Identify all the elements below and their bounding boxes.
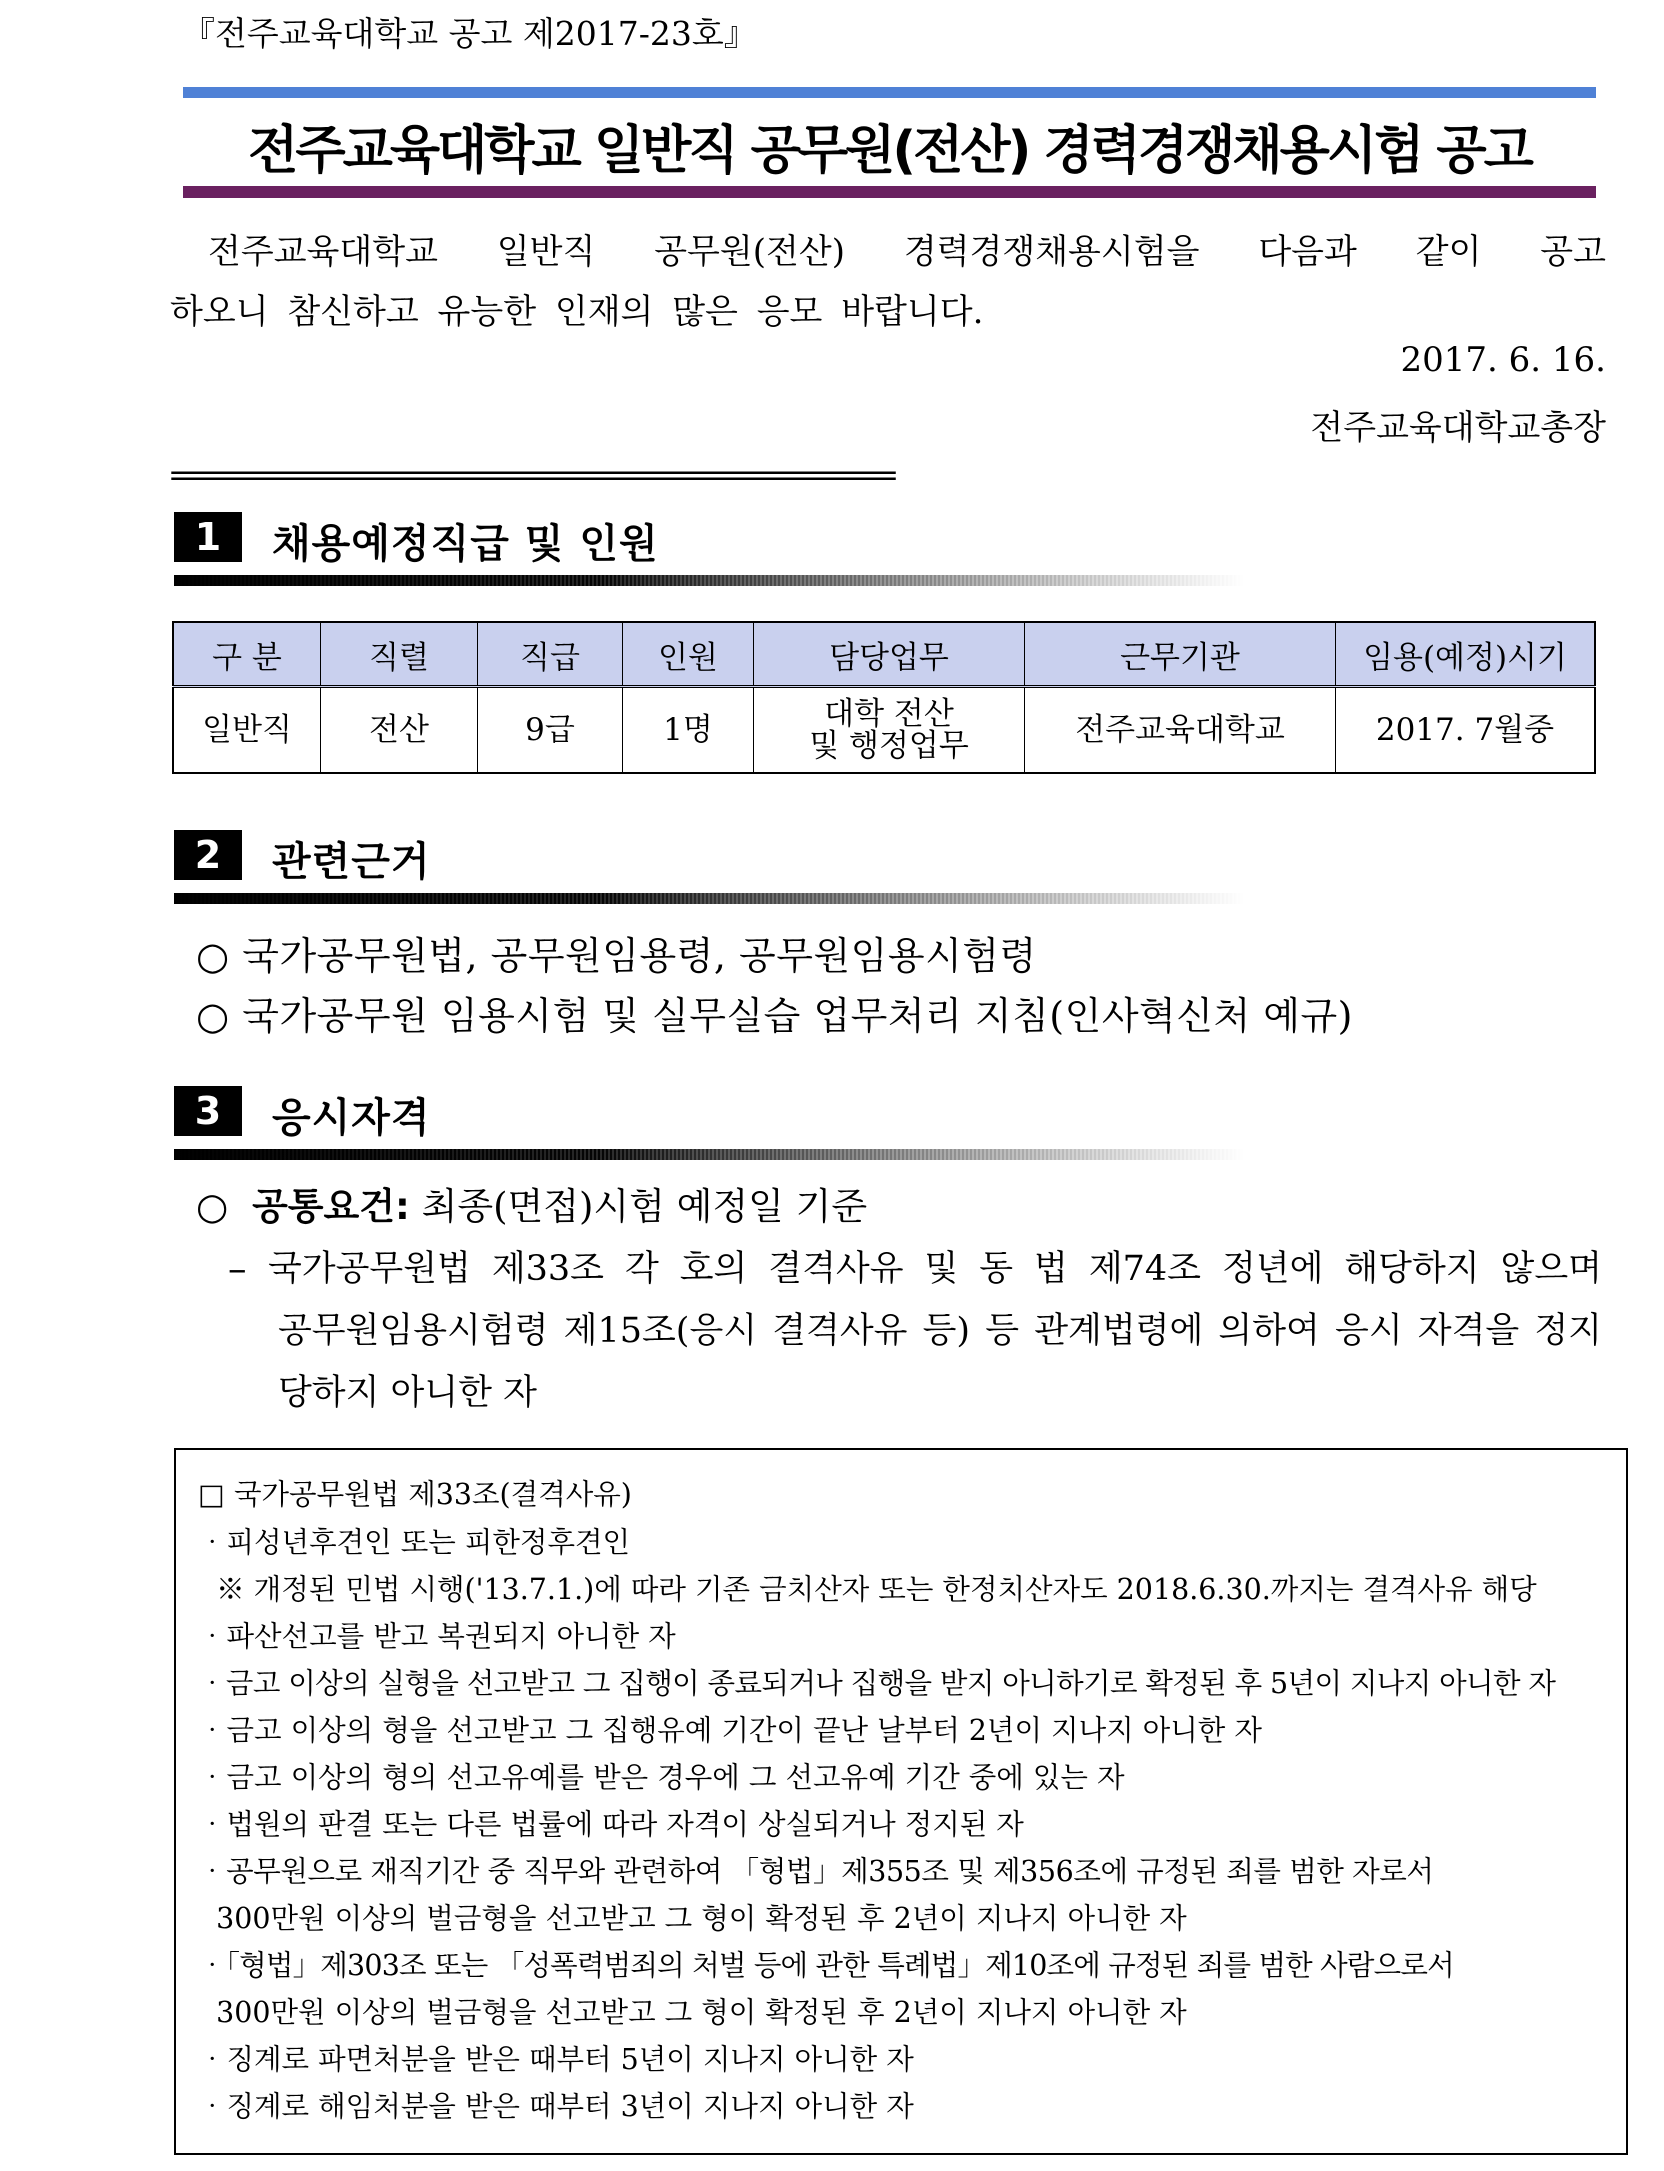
section-3-title: 응시자격 [272,1095,431,1141]
requirement-detail-line-1: 국가공무원법 제33조 각 호의 결격사유 및 동 법 제74조 정년에 해당하지 않으며 [268,1249,1602,1289]
box-line: ‧「형법」제303조 또는 「성폭력범죄의 처벌 등에 관한 특례법」제10조에 규정된 죄를 범한 사람으로서 [198,1949,1454,1982]
table-header: 임용(예정)시기 [1336,622,1596,687]
intro-paragraph [170,222,1606,342]
box-line: ‧징계로 파면처분을 받은 때부터 5년이 지나지 아니한 자 [198,2043,914,2076]
title-top-bar [183,87,1596,98]
section-3-number: 3 [174,1086,242,1136]
box-line: ‧금고 이상의 형의 선고유예를 받은 경우에 그 선고유예 기간 중에 있는 자 [198,1761,1125,1794]
table-cell: 전산 [321,687,478,774]
table-row [173,687,1595,774]
requirement-dash: – [228,1247,247,1290]
table-cell: 2017. 7월중 [1336,687,1596,774]
table-header-row [173,622,1595,687]
section-1-title: 채용예정직급 및 인원 [272,521,659,567]
box-line: ‧금고 이상의 형을 선고받고 그 집행유예 기간이 끝난 날부터 2년이 지나지 아니한 자 [198,1714,1262,1747]
requirement-detail-line-2: 공무원임용시험령 제15조(응시 결격사유 등) 등 관계법령에 의하여 응시 자격을 정지 [278,1311,1602,1351]
hiring-table [172,621,1596,774]
table-cell: 일반직 [202,712,292,748]
box-line: 300만원 이상의 벌금형을 선고받고 그 형이 확정된 후 2년이 지나지 아니한 자 [198,1996,1187,2029]
table-cell: 전주교육대학교 [1025,687,1336,774]
title-bottom-bar [183,186,1596,198]
common-requirement [196,1176,867,1238]
section-2-number: 2 [174,830,242,880]
page-title: 전주교육대학교 일반직 공무원(전산) 경력경쟁채용시험 공고 [248,121,1531,181]
requirement-bullet: ○ [196,1185,229,1228]
section-3-underline [174,1149,1244,1160]
box-line: ※ 개정된 민법 시행('13.7.1.)에 따라 기존 금치산자 또는 한정치산자도 2018.6.30.까지는 결격사유 해당 [198,1573,1537,1606]
requirement-detail-line-3: 당하지 아니한 자 [278,1373,537,1413]
notice-date: 2017. 6. 16. [1400,340,1606,380]
table-header: 근무기관 [1025,622,1336,687]
box-line: ‧피성년후견인 또는 피한정후견인 [198,1526,631,1559]
intro-line-1: 전주교육대학교 일반직 공무원(전산) 경력경쟁채용시험을 다음과 같이 공고 [208,232,1606,272]
box-line: ‧금고 이상의 실형을 선고받고 그 집행이 종료되거나 집행을 받지 아니하기로 확정된 후 5년이 지나지 아니한 자 [198,1667,1556,1700]
intro-line-2: 하오니 참신하고 유능한 인재의 많은 응모 바랍니다. [170,292,984,332]
basis-item: ○ 국가공무원법, 공무원임용령, 공무원임용시험령 [196,934,1037,978]
basis-item: ○ 국가공무원 임용시험 및 실무실습 업무처리 지침(인사혁신처 예규) [196,994,1353,1038]
table-header: 구 분 [173,622,321,687]
issuer: 전주교육대학교총장 [1310,408,1606,448]
table-cell: 대학 전산 및 행정업무 [754,687,1025,774]
table-cell: 1명 [623,687,754,774]
section-1-number: 1 [174,512,242,562]
disqualification-box [174,1448,1628,2155]
table-header: 인원 [623,622,754,687]
table-header: 직급 [478,622,623,687]
section-1-underline [174,575,1244,586]
box-line: ‧법원의 판결 또는 다른 법률에 따라 자격이 상실되거나 정지된 자 [198,1808,1024,1841]
requirement-text: 최종(면접)시험 예정일 기준 [409,1185,868,1228]
separator-rule: ========================================================= [170,458,892,493]
box-line: ‧파산선고를 받고 복권되지 아니한 자 [198,1620,676,1653]
requirement-label: 공통요건: [252,1185,410,1228]
box-line: 300만원 이상의 벌금형을 선고받고 그 형이 확정된 후 2년이 지나지 아니한 자 [198,1902,1187,1935]
section-2-title: 관련근거 [272,839,431,885]
box-line: ‧공무원으로 재직기간 중 직무와 관련하여 「형법」제355조 및 제356조에 규정된 죄를 범한 자로서 [198,1855,1434,1888]
box-line: ‧징계로 해임처분을 받은 때부터 3년이 지나지 아니한 자 [198,2090,914,2123]
table-cell: 9급 [478,687,623,774]
box-heading: □ 국가공무원법 제33조(결격사유) [198,1478,632,1511]
section-2-underline [174,893,1244,904]
table-header: 직렬 [321,622,478,687]
table-header: 담당업무 [754,622,1025,687]
notice-number: 『전주교육대학교 공고 제2017-23호』 [182,14,757,53]
